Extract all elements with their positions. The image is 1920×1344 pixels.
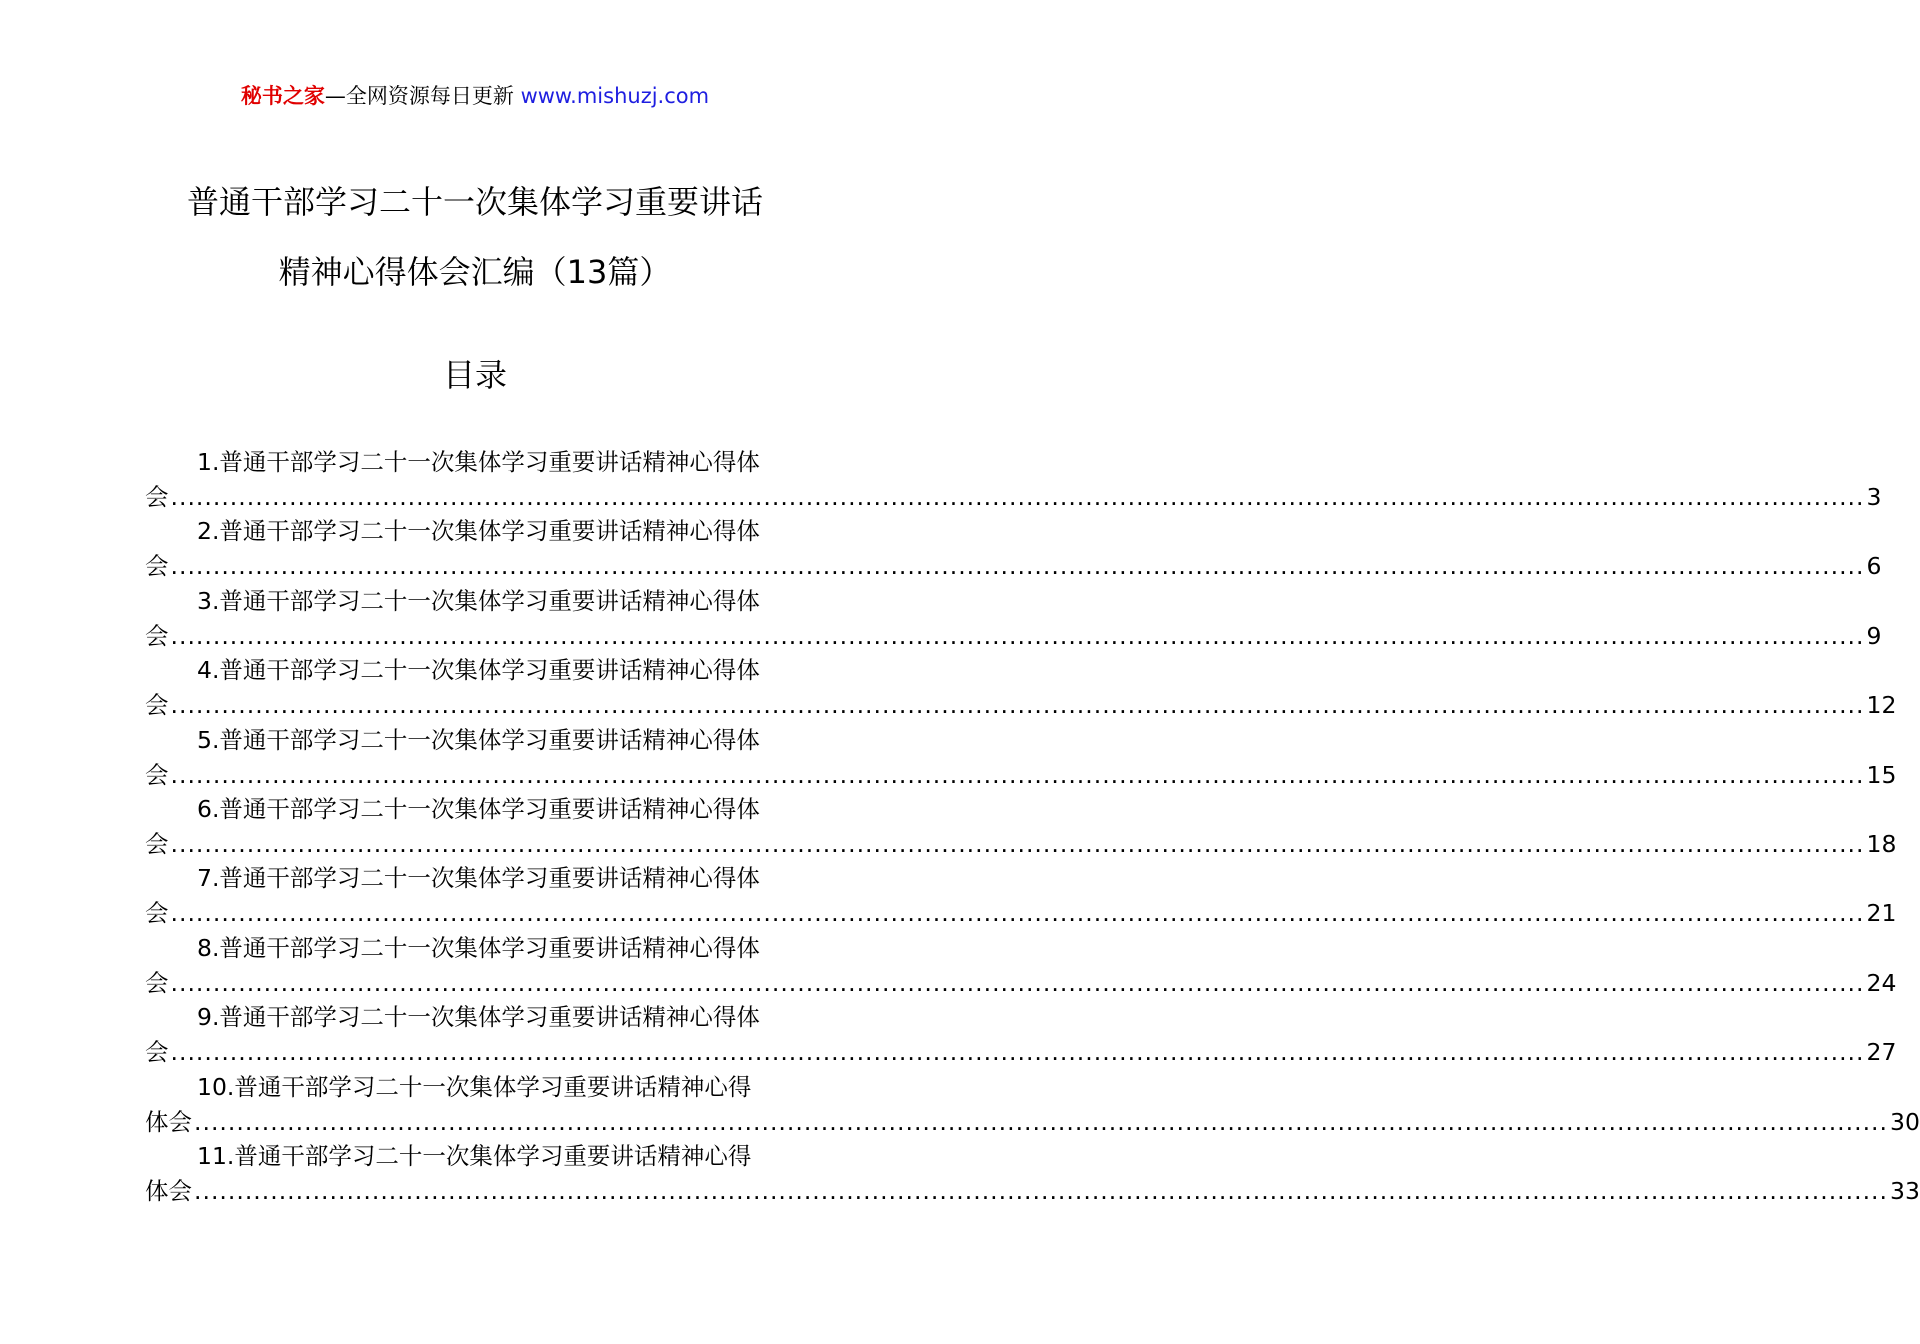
toc-page-number: 21 [1866, 899, 1897, 928]
toc-entry-title-continuation: 会 [145, 760, 169, 789]
toc-entry-title: 4.普通干部学习二十一次集体学习重要讲话精神心得体 [197, 656, 760, 685]
toc-entry-title-continuation: 会 [145, 483, 169, 511]
toc-entry-title: 5.普通干部学习二十一次集体学习重要讲话精神心得体 [197, 725, 760, 754]
toc-entry-title: 11.普通干部学习二十一次集体学习重要讲话精神心得 [197, 1141, 752, 1170]
toc-page-number: 18 [1866, 829, 1897, 858]
toc-entry-title: 7.普通干部学习二十一次集体学习重要讲话精神心得体 [197, 864, 760, 893]
toc-entry-continuation-row [145, 620, 1882, 652]
toc-page-number: 15 [1866, 760, 1897, 789]
toc-entry-continuation-row [145, 689, 1897, 721]
toc-entry[interactable] [145, 446, 1882, 515]
toc-dot-leader: ........................................................................................................................................................................................................ [170, 899, 1865, 928]
toc-dot-leader: ........................................................................................................................................................................................................ [170, 968, 1865, 997]
toc-dot-leader: ........................................................................................................................................................................................................ [170, 829, 1865, 858]
site-brand: 秘书之家 [240, 84, 325, 108]
toc-entry[interactable] [145, 1071, 1920, 1140]
toc-page-number: 12 [1866, 691, 1897, 720]
site-tagline: —全网资源每日更新 [324, 84, 514, 108]
toc-entry-title: 6.普通干部学习二十一次集体学习重要讲话精神心得体 [197, 794, 760, 823]
toc-page-number: 27 [1866, 1038, 1897, 1067]
toc-entry[interactable] [145, 585, 1882, 654]
toc-entry[interactable] [145, 1001, 1897, 1070]
toc-entry-title: 8.普通干部学习二十一次集体学习重要讲话精神心得体 [197, 933, 760, 962]
toc-dot-leader: ........................................................................................................................................................................................................ [170, 760, 1865, 789]
toc-dot-leader: ........................................................................................................................................................................................................ [170, 621, 1865, 650]
toc-entry-continuation-row [145, 550, 1882, 582]
toc-page-number: 30 [1890, 1107, 1920, 1136]
document-title-line-2: 精神心得体会汇编（13篇） [278, 253, 672, 291]
toc-entry-title-continuation: 会 [145, 621, 169, 650]
toc-dot-leader: ........................................................................................................................................................................................................ [170, 552, 1865, 581]
table-of-contents [145, 446, 1920, 1209]
toc-entry-title-continuation: 体会 [145, 1176, 192, 1205]
toc-dot-leader: ........................................................................................................................................................................................................ [170, 1038, 1865, 1067]
toc-entry-continuation-row [145, 1036, 1897, 1068]
site-header [0, 80, 950, 112]
toc-dot-leader: ........................................................................................................................................................................................................ [170, 691, 1865, 720]
toc-entry-continuation-row [145, 1106, 1920, 1138]
toc-page-number: 6 [1866, 552, 1882, 581]
toc-entry-title-continuation: 体会 [145, 1107, 192, 1136]
toc-entry-title: 1.普通干部学习二十一次集体学习重要讲话精神心得体 [197, 448, 760, 476]
toc-entry-title: 2.普通干部学习二十一次集体学习重要讲话精神心得体 [197, 517, 760, 546]
toc-entry[interactable] [145, 862, 1897, 931]
toc-entry-title: 3.普通干部学习二十一次集体学习重要讲话精神心得体 [197, 586, 760, 615]
toc-dot-leader: ........................................................................................................................................................................................................ [194, 1176, 1888, 1205]
toc-dot-leader: ........................................................................................................................................................................................................ [170, 483, 1865, 511]
toc-entry[interactable] [145, 932, 1897, 1001]
toc-entry-title-continuation: 会 [145, 691, 169, 720]
site-url-link[interactable]: www.mishuzj.com [520, 84, 710, 108]
toc-entry-continuation-row [145, 481, 1882, 513]
toc-entry-continuation-row [145, 759, 1897, 791]
toc-entry[interactable] [145, 793, 1897, 862]
toc-entry-continuation-row [145, 828, 1897, 860]
toc-entry-title-continuation: 会 [145, 899, 169, 928]
toc-entry[interactable] [145, 1140, 1920, 1209]
toc-entry[interactable] [145, 724, 1897, 793]
document-title-line-1: 普通干部学习二十一次集体学习重要讲话 [186, 183, 763, 221]
toc-entry-title-continuation: 会 [145, 968, 169, 997]
toc-entry-continuation-row [145, 897, 1897, 929]
toc-entry[interactable] [145, 515, 1882, 584]
toc-page-number: 24 [1866, 968, 1897, 997]
toc-entry-title-continuation: 会 [145, 1038, 169, 1067]
toc-entry[interactable] [145, 654, 1897, 723]
toc-entry-continuation-row [145, 967, 1897, 999]
toc-entry-title: 10.普通干部学习二十一次集体学习重要讲话精神心得 [197, 1072, 752, 1101]
toc-heading: 目录 [442, 356, 507, 394]
toc-entry-title-continuation: 会 [145, 829, 169, 858]
toc-entry-continuation-row [145, 1175, 1920, 1207]
toc-page-number: 3 [1866, 483, 1882, 511]
toc-page-number: 9 [1866, 621, 1882, 650]
toc-dot-leader: ........................................................................................................................................................................................................ [194, 1107, 1888, 1136]
toc-entry-title: 9.普通干部学习二十一次集体学习重要讲话精神心得体 [197, 1003, 760, 1032]
toc-entry-title-continuation: 会 [145, 552, 169, 581]
toc-page-number: 33 [1890, 1176, 1920, 1205]
